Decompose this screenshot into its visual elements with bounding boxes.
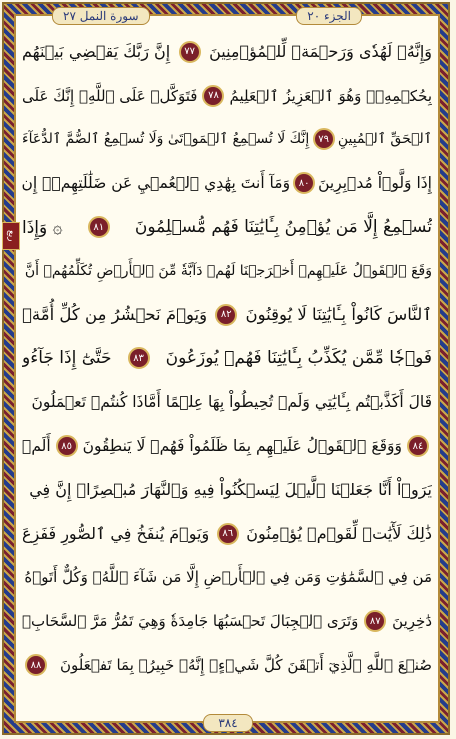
text-line	[22, 118, 432, 162]
verse-text: فَتَوَكَّلۡ عَلَى ٱللَّهِۖ إِنَّكَ عَلَى	[22, 86, 198, 105]
text-line	[22, 643, 432, 687]
surah-title: سورة النمل ٢٧	[52, 7, 150, 25]
verse-text: فَوۡجٗا مِّمَّن يُكَذِّبُ بِـَٔايَٰتِنَا فَهُمۡ يُوزَعُونَ	[165, 348, 432, 369]
ayah-number-marker: ٧٧	[179, 41, 201, 63]
verse-text: ۞ وَإِذَا	[22, 217, 63, 238]
text-line	[22, 30, 432, 74]
ayah-number-marker: ٨٠	[293, 172, 315, 194]
verse-text: وَوَقَعَ ٱلۡقَوۡلُ عَلَيۡهِم بِمَا ظَلَمُواْ فَهُمۡ لَا يَنطِقُونَ	[82, 437, 403, 456]
verse-text: تُسۡمِعُ إِلَّا مَن يُؤۡمِنُ بِـَٔايَٰتِنَا فَهُم مُّسۡلِمُونَ	[134, 217, 432, 238]
hizb-marker: ربع	[2, 222, 20, 250]
ayah-number-marker: ٨٦	[217, 523, 239, 545]
text-line	[22, 512, 432, 556]
verse-text: دَٰخِرِينَ	[392, 612, 432, 631]
text-line	[22, 380, 432, 424]
verse-text: وَيَوۡمَ يُنفَخُ فِي ٱلصُّورِ فَفَزِعَ	[22, 524, 210, 544]
ayah-number-marker: ٨٧	[364, 610, 386, 632]
verse-text: يَرَوۡاْ أَنَّا جَعَلۡنَا ٱلَّيۡلَ لِيَسۡكُنُواْ فِيهِ وَٱلنَّهَارَ مُبۡصِرًاۚ إِنَّ فِي	[29, 480, 432, 500]
text-line	[22, 205, 432, 249]
verse-text: وَإِنَّهُۥ لَهُدٗى وَرَحۡمَةٞ لِّلۡمُؤۡمِنِينَ	[209, 42, 432, 62]
verse-text: صُنۡعَ ٱللَّهِ ٱلَّذِيٓ أَتۡقَنَ كُلَّ شَيۡءٍۚ إِنَّهُۥ خَبِيرُۢ بِمَا تَفۡعَلُونَ	[59, 656, 432, 675]
verse-text: وَيَوۡمَ نَحۡشُرُ مِن كُلِّ أُمَّةٖ	[22, 305, 208, 325]
verse-text: أَلَمۡ	[22, 437, 51, 456]
ayah-number-marker: ٨٢	[215, 304, 237, 326]
ayah-number-marker: ٧٨	[202, 85, 224, 107]
verse-text: وَتَرَى ٱلۡجِبَالَ تَحۡسَبُهَا جَامِدَةٗ وَهِيَ تَمُرُّ مَرَّ ٱلسَّحَابِۚ	[22, 612, 359, 631]
text-line	[22, 424, 432, 468]
text-line	[22, 293, 432, 337]
page-footer	[0, 712, 456, 734]
verse-text: حَتَّىٰٓ إِذَا جَآءُو	[22, 348, 112, 369]
ayah-number-marker: ٨٨	[25, 654, 47, 676]
verse-text: وَمَآ أَنتَ بِهَٰدِي ٱلۡعُمۡيِ عَن ضَلَٰلَتِهِمۡۖ إِن	[22, 174, 291, 193]
juz-title: الجزء ٢٠	[296, 7, 362, 25]
verse-text: إِذَا وَلَّوۡاْ مُدۡبِرِينَ	[318, 174, 432, 193]
page-header	[22, 4, 432, 28]
text-line	[22, 468, 432, 512]
verse-text: ٱلۡحَقِّ ٱلۡمُبِينِ	[337, 131, 432, 148]
ayah-number-marker: ٧٩	[313, 128, 335, 150]
page-number: ٣٨٤	[203, 714, 252, 732]
verse-text: بِحُكۡمِهِۦۚ وَهُوَ ٱلۡعَزِيزُ ٱلۡعَلِيمُ	[229, 86, 432, 105]
verse-text: إِنَّكَ لَا تُسۡمِعُ ٱلۡمَوۡتَىٰ وَلَا تُسۡمِعُ ٱلصُّمَّ ٱلدُّعَآءَ	[22, 131, 310, 148]
verse-text: قَالَ أَكَذَّبۡتُم بِـَٔايَٰتِي وَلَمۡ تُحِيطُواْ بِهَا عِلۡمًا أَمَّاذَا كُنتُمۡ تَعۡمَلُونَ	[31, 393, 432, 412]
ayah-number-marker: ٨٤	[407, 435, 429, 457]
text-line	[22, 337, 432, 381]
text-line	[22, 249, 432, 293]
text-line	[22, 599, 432, 643]
quran-text	[22, 30, 432, 688]
verse-text: وَقَعَ ٱلۡقَوۡلُ عَلَيۡهِمۡ أَخۡرَجۡنَا لَهُمۡ دَآبَّةٗ مِّنَ ٱلۡأَرۡضِ تُكَلِّمُهُمۡ أَنَّ	[24, 262, 432, 279]
ayah-number-marker: ٨٣	[128, 347, 150, 369]
verse-text: ذَٰلِكَ لَأٓيَٰتٖ لِّقَوۡمٖ يُؤۡمِنُونَ	[246, 524, 432, 544]
text-line	[22, 161, 432, 205]
text-line	[22, 74, 432, 118]
text-line	[22, 556, 432, 600]
verse-text: ٱلنَّاسَ كَانُواْ بِـَٔايَٰتِنَا لَا يُوقِنُونَ	[245, 305, 432, 325]
ayah-number-marker: ٨١	[88, 216, 110, 238]
verse-text: مَن فِي ٱلسَّمَٰوَٰتِ وَمَن فِي ٱلۡأَرۡضِ إِلَّا مَن شَآءَ ٱللَّهُۚ وَكُلٌّ أَتَوۡهُ	[24, 568, 432, 587]
ayah-number-marker: ٨٥	[56, 435, 78, 457]
verse-text: إِنَّ رَبَّكَ يَقۡضِي بَيۡنَهُم	[22, 42, 171, 62]
